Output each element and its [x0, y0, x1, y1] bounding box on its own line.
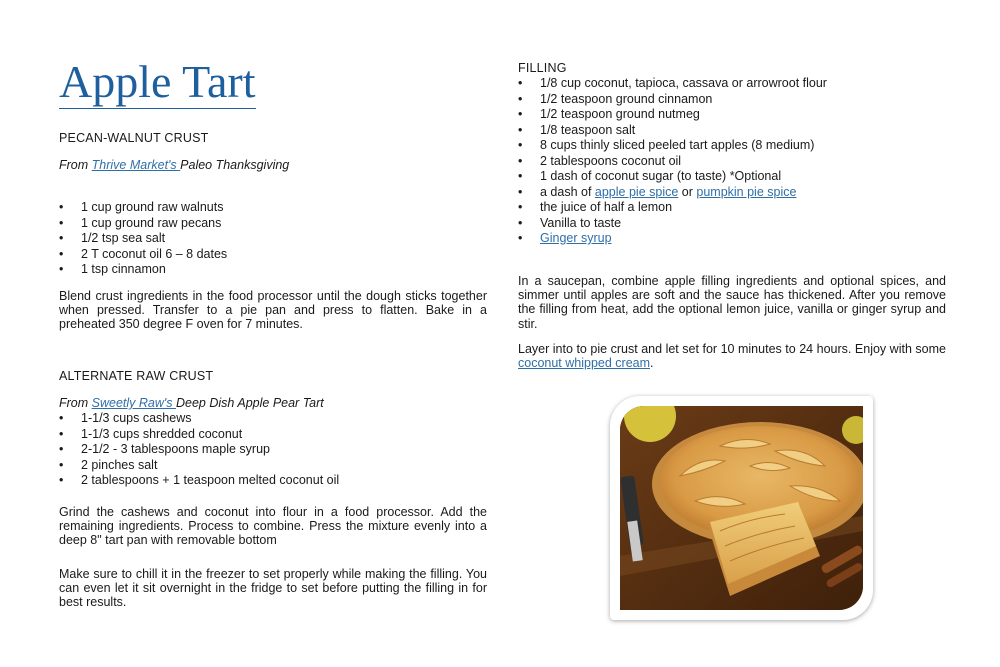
source-suffix: Deep Dish Apple Pear Tart — [176, 396, 324, 410]
list-item: • 1/2 teaspoon ground nutmeg — [518, 107, 827, 123]
raw-crust-ingredients — [59, 411, 339, 489]
pecan-crust-source — [59, 158, 289, 172]
list-item: • 2 pinches salt — [59, 458, 339, 474]
list-item: • the juice of half a lemon — [518, 200, 827, 216]
list-item: • 1/8 teaspoon salt — [518, 123, 827, 139]
list-item: • 1 tsp cinnamon — [59, 262, 227, 278]
pecan-crust-instructions: Blend crust ingredients in the food processor until the dough sticks together when pressed. Transfer to a pie pan and press to flatten. Bake in a preheated 350 degree F oven for 7 minutes. — [59, 289, 487, 332]
filling-instructions-1: In a saucepan, combine apple filling ingredients and optional spices, and simmer until apples are soft and the sauce has thickened. After you remove the filling from heat, add the optional lemon juice, vanilla or ginger syrup and stir. — [518, 274, 946, 331]
pumpkin-pie-spice-link[interactable]: pumpkin pie spice — [696, 184, 797, 199]
thrive-market-link[interactable]: Thrive Market's — [91, 158, 181, 172]
source-suffix: Paleo Thanksgiving — [180, 158, 290, 172]
spice-or: or — [678, 184, 697, 199]
pecan-crust-ingredients — [59, 200, 227, 278]
raw-crust-instructions-1: Grind the cashews and coconut into flour in a food processor. Add the remaining ingredients. Process to combine. Press the mixture evenly into a deep 8" tart pan with removable bottom — [59, 505, 487, 548]
coconut-whipped-cream-link[interactable]: coconut whipped cream — [518, 356, 651, 371]
raw-crust-instructions-2: Make sure to chill it in the freezer to set properly while making the filling. You can even let it sit overnight in the fridge to set before putting the filling in for best results. — [59, 567, 487, 610]
list-item: • 1-1/3 cups shredded coconut — [59, 427, 339, 443]
list-item: • 2 T coconut oil 6 – 8 dates — [59, 247, 227, 263]
raw-crust-heading: ALTERNATE RAW CRUST — [59, 369, 214, 383]
list-item: • 1/8 cup coconut, tapioca, cassava or arrowroot flour — [518, 76, 827, 92]
list-item: • 1/2 tsp sea salt — [59, 231, 227, 247]
list-item-ginger — [518, 231, 827, 247]
list-item: • 1 cup ground raw pecans — [59, 216, 227, 232]
raw-crust-source — [59, 396, 324, 410]
list-item: • 1 cup ground raw walnuts — [59, 200, 227, 216]
list-item: • 1 dash of coconut sugar (to taste) *Optional — [518, 169, 827, 185]
instructions-suffix: . — [650, 356, 654, 371]
sweetly-raw-link[interactable]: Sweetly Raw's — [91, 396, 176, 410]
list-item: • 1-1/3 cups cashews — [59, 411, 339, 427]
filling-instructions-2 — [518, 342, 946, 370]
apple-tart-illustration — [620, 406, 863, 610]
filling-ingredients — [518, 76, 827, 247]
list-item: • 1/2 teaspoon ground cinnamon — [518, 92, 827, 108]
apple-tart-photo — [620, 406, 863, 610]
tart-photo-frame — [610, 396, 873, 620]
filling-heading: FILLING — [518, 61, 567, 75]
list-item: • 2 tablespoons + 1 teaspoon melted coconut oil — [59, 473, 339, 489]
source-prefix: From — [59, 158, 92, 172]
pecan-crust-heading: PECAN-WALNUT CRUST — [59, 131, 209, 145]
ginger-syrup-link[interactable]: Ginger syrup — [540, 231, 612, 245]
page-title: Apple Tart — [59, 56, 256, 107]
list-item: • 2 tablespoons coconut oil — [518, 154, 827, 170]
source-prefix: From — [59, 396, 92, 410]
apple-pie-spice-link[interactable]: apple pie spice — [594, 184, 679, 199]
spice-prefix: a dash of — [540, 184, 595, 199]
list-item: • 2-1/2 - 3 tablespoons maple syrup — [59, 442, 339, 458]
instructions-prefix: Layer into to pie crust and let set for 10 minutes to 24 hours. Enjoy with some — [518, 342, 946, 356]
list-item-spices — [518, 185, 827, 201]
list-item: • 8 cups thinly sliced peeled tart apples (8 medium) — [518, 138, 827, 154]
list-item: • Vanilla to taste — [518, 216, 827, 232]
